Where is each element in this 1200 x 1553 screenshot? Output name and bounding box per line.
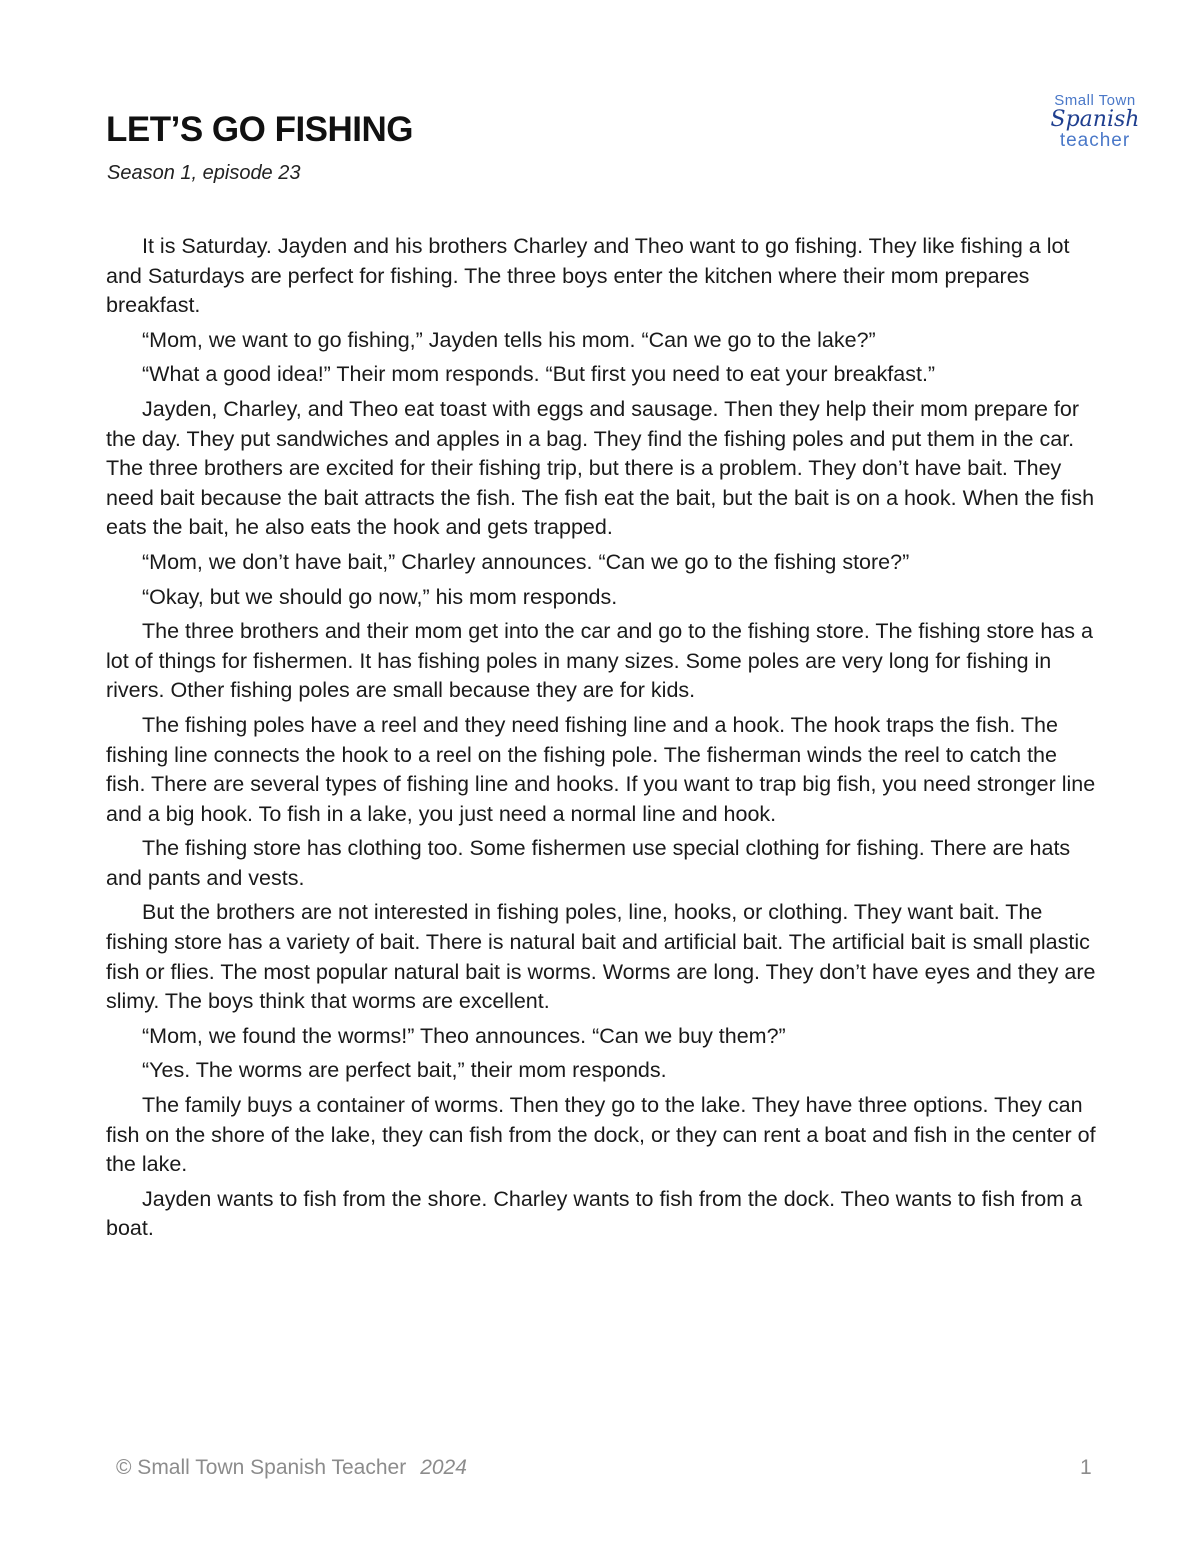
story-paragraph: But the brothers are not interested in fishing poles, line, hooks, or clothing. They want bait. The fishing store has a variety of bait. There is natural bait and artificial bait. The artificial bait is small plastic fish or flies. The most popular natural bait is worms. Worms are long. They don’t have eyes and they are slimy. The boys think that worms are excellent. [106,900,1096,1014]
story-paragraph: “Mom, we don’t have bait,” Charley announces. “Can we go to the fishing store?” [142,549,910,574]
story-paragraph: “What a good idea!” Their mom responds. “But first you need to eat your breakfast.” [142,362,936,387]
story-paragraph: The three brothers and their mom get into the car and go to the fishing store. The fishing store has a lot of things for fishermen. It has fishing poles in many sizes. Some poles are very long for fishing in rivers. Other fishing poles are small because they are for kids. [106,619,1093,703]
copyright-text: © Small Town Spanish Teacher [116,1456,407,1479]
logo-line-small-town: Small Town [1054,92,1136,109]
story-paragraph: “Yes. The worms are perfect bait,” their mom responds. [142,1058,667,1083]
story-paragraph: “Okay, but we should go now,” his mom responds. [142,584,618,609]
story-paragraph: Jayden wants to fish from the shore. Charley wants to fish from the dock. Theo wants to fish from a boat. [106,1186,1083,1241]
page-title: LET’S GO FISHING [106,110,414,149]
page-number: 1 [1080,1456,1092,1479]
story-paragraph: The fishing poles have a reel and they need fishing line and a hook. The hook traps the fish. The fishing line connects the hook to a reel on the fishing pole. The fisherman winds the reel to catch the fish. There are several types of fishing line and hooks. If you want to trap big fish, you need stronger line and a big hook. To fish in a lake, you just need a normal line and hook. [106,712,1096,826]
logo-line-spanish: Spanish [1050,107,1140,132]
story-paragraph: The fishing store has clothing too. Some fishermen use special clothing for fishing. There are hats and pants and vests. [106,836,1071,890]
footer-copyright [116,1456,467,1480]
story-paragraph: “Mom, we found the worms!” Theo announces. “Can we buy them?” [142,1023,786,1048]
story-body [106,232,1098,1249]
story-paragraph: It is Saturday. Jayden and his brothers Charley and Theo want to go fishing. They like fishing a lot and Saturdays are perfect for fishing. The three boys enter the kitchen where their mom prepares breakfast. [106,234,1070,318]
logo-line-teacher: teacher [1059,130,1131,151]
story-paragraph: Jayden, Charley, and Theo eat toast with eggs and sausage. Then they help their mom prepare for the day. They put sandwiches and apples in a bag. They find the fishing poles and put them in the car. The three brothers are excited for their fishing trip, but there is a problem. They don’t have bait. They need bait because the bait attracts the fish. The fish eat the bait, but the bait is on a hook. When the fish eats the bait, he also eats the hook and gets trapped. [106,396,1095,540]
story-paragraph: “Mom, we want to go fishing,” Jayden tells his mom. “Can we go to the lake?” [142,327,876,352]
brand-logo [1040,93,1150,150]
copyright-year: 2024 [420,1456,467,1479]
episode-subtitle: Season 1, episode 23 [107,162,301,184]
story-paragraph: The family buys a container of worms. Then they go to the lake. They have three options. They can fish on the shore of the lake, they can fish from the dock, or they can rent a boat and fish in the center of the lake. [106,1093,1096,1177]
